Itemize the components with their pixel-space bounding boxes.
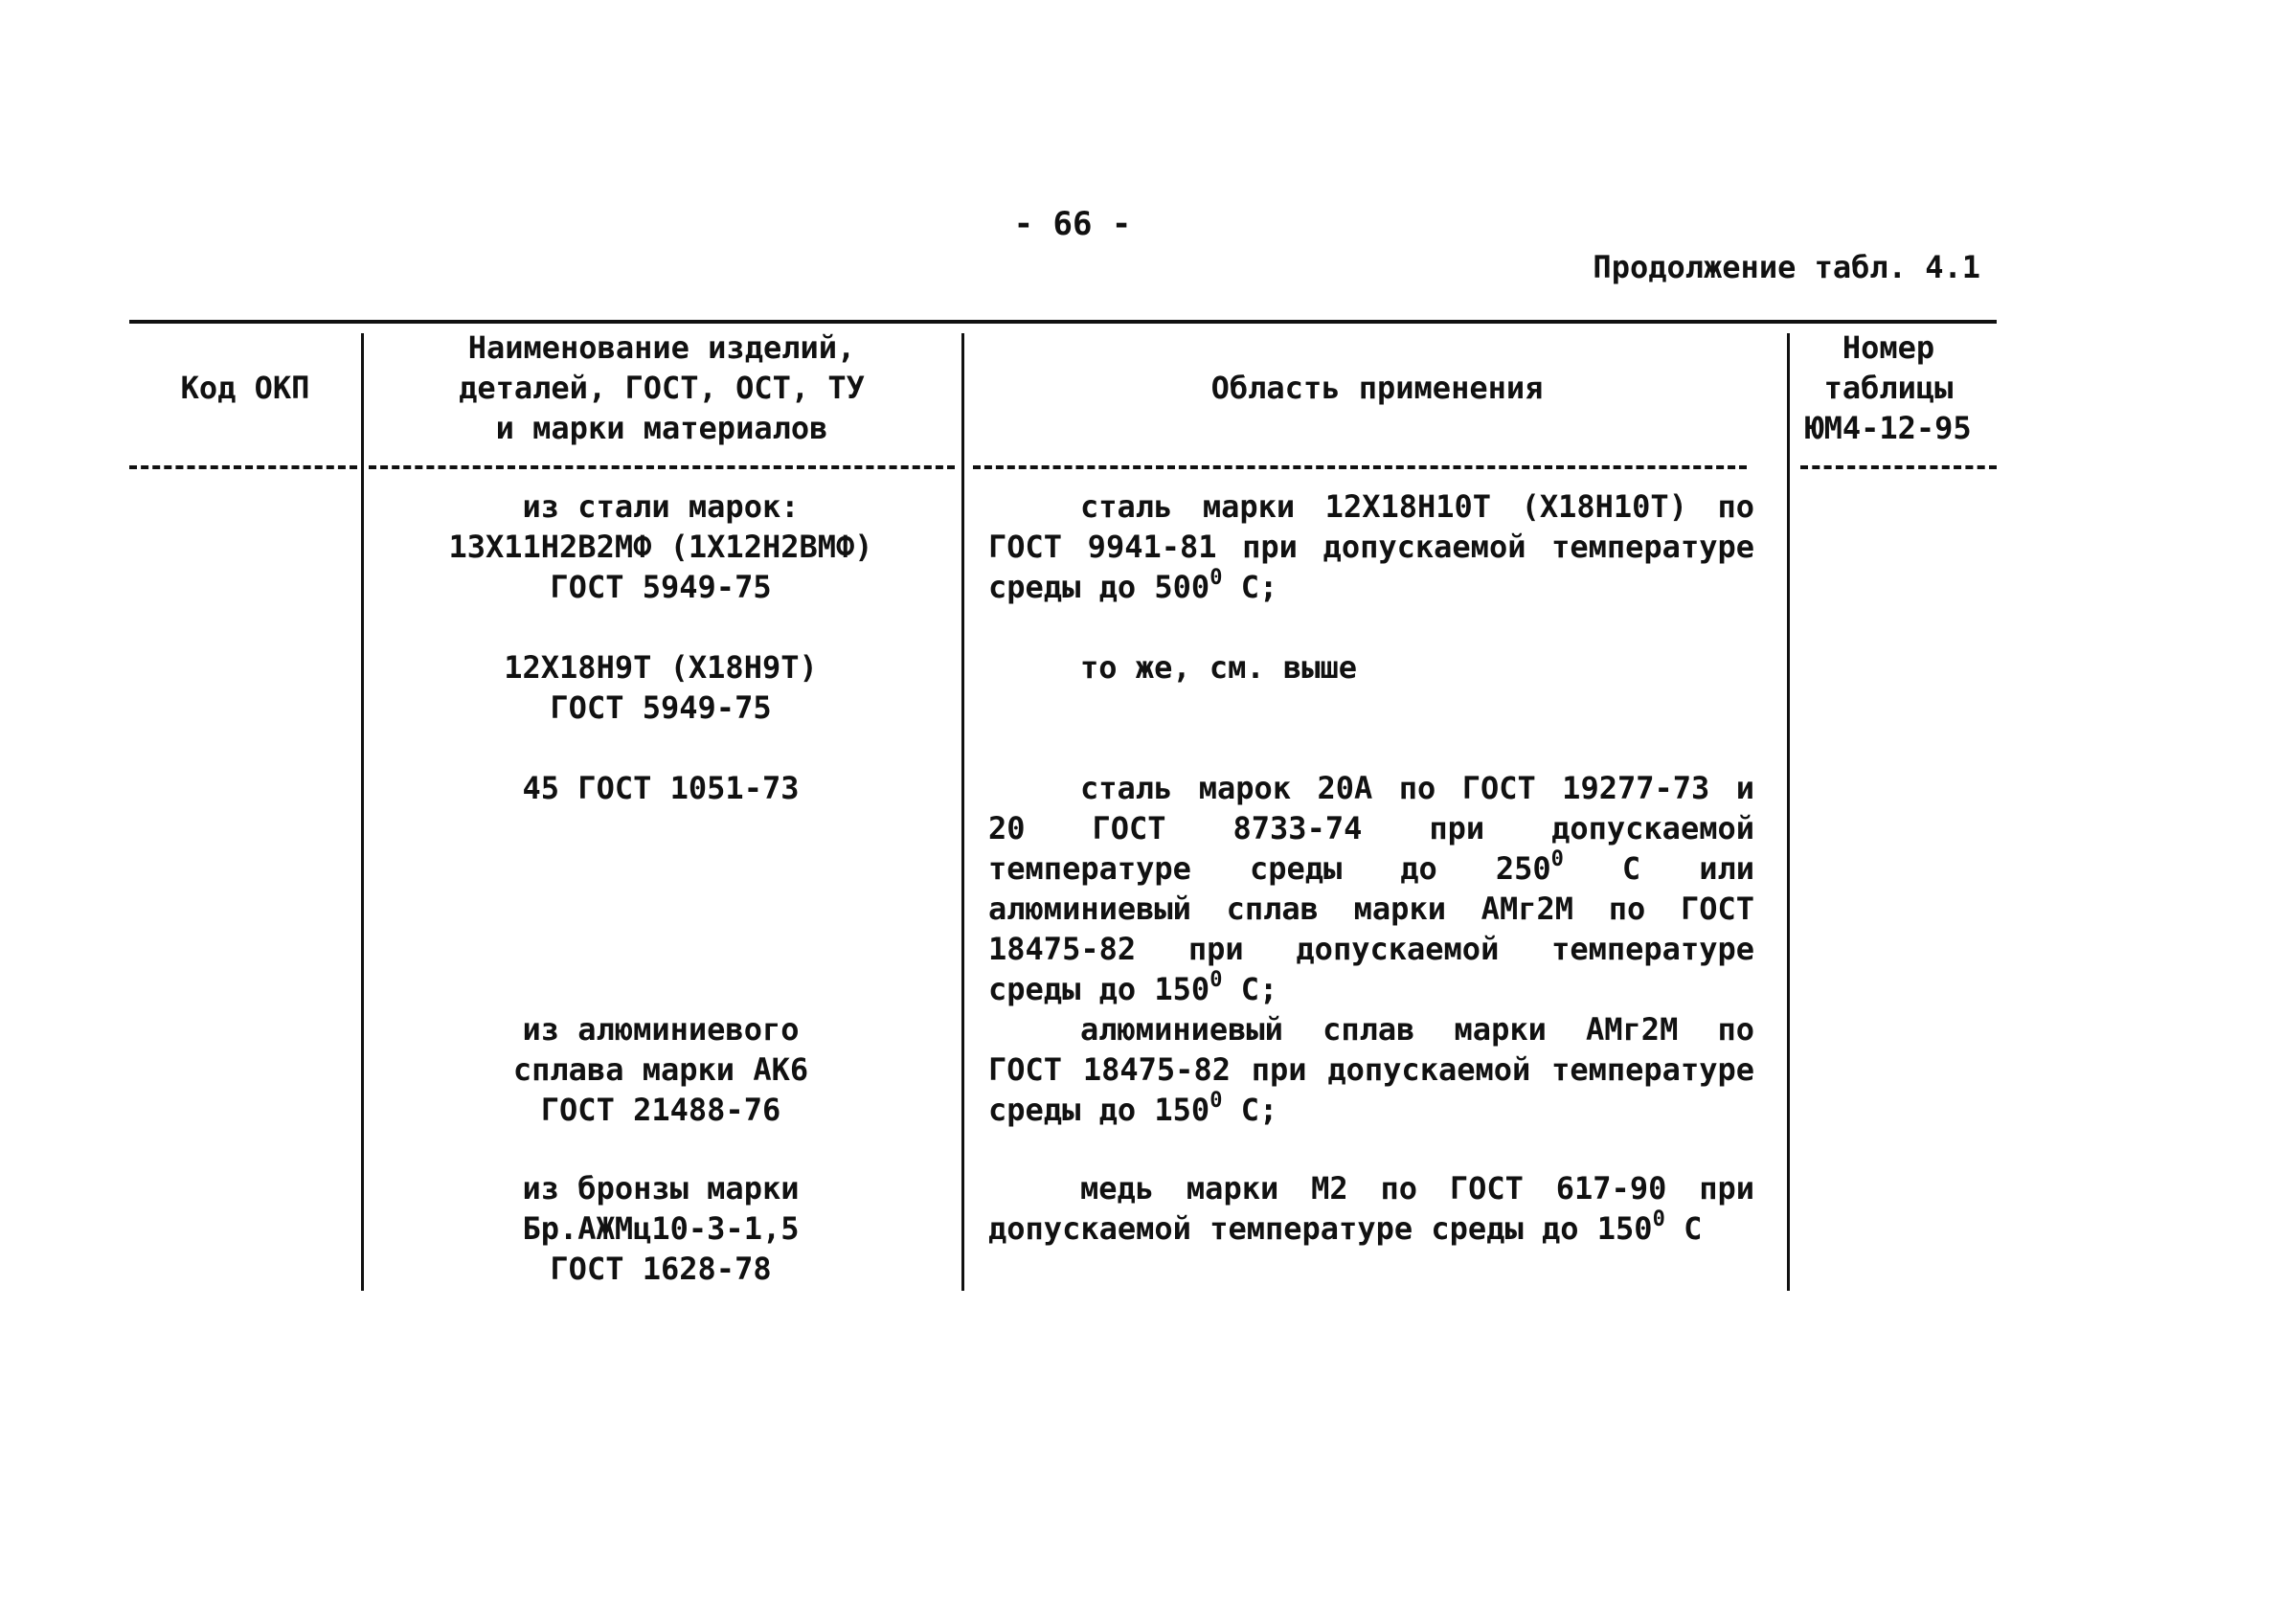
row-product-name: из стали марок: 13Х11Н2В2МФ (1Х12Н2ВМФ) ГОСТ 5949-75	[448, 488, 873, 605]
row-product-name: из бронзы марки Бр.АЖМц10-3-1,5 ГОСТ 1628-78	[522, 1170, 800, 1287]
header-separator-code	[129, 465, 357, 469]
header-scope: Область применения	[1210, 370, 1544, 406]
row-product-name: из алюминиевого сплава марки АК6 ГОСТ 21488-76	[512, 1011, 809, 1128]
row-application-scope: медь марки М2 по ГОСТ 617-90 при допускаемой температуре среды до $150^0$ С	[988, 1170, 1754, 1247]
row-application-scope: алюминиевый сплав марки АМг2М по ГОСТ 18475-82 при допускаемой температуре среды до $150^0$ С;	[988, 1011, 1754, 1128]
column-divider-1	[361, 333, 364, 1291]
header-code: Код ОКП	[180, 370, 310, 406]
table-top-rule	[129, 320, 1997, 324]
header-name: Наименование изделий, деталей, ГОСТ, ОСТ, ТУ и марки материалов	[459, 329, 865, 446]
column-divider-2	[961, 333, 964, 1291]
row-product-name: 45 ГОСТ 1051-73	[522, 770, 800, 806]
header-separator-name	[369, 465, 955, 469]
column-divider-3	[1787, 333, 1790, 1291]
row-product-name: 12Х18Н9Т (Х18Н9Т) ГОСТ 5949-75	[504, 649, 818, 726]
header-table-no: Номер таблицы ЮМ4-12-95	[1805, 329, 1972, 446]
table-continuation-caption: Продолжение табл. 4.1	[1593, 249, 1980, 285]
page-number: - 66 -	[1013, 205, 1132, 243]
row-application-scope: то же, см. выше	[1080, 649, 1357, 686]
row-application-scope: сталь марок 20А по ГОСТ 19277-73 и 20 ГОСТ 8733-74 при допускаемой температуре среды до $250^0$ С или алюминиевый сплав марки АМг2М по ГОСТ 18475-82 при допускаемой температуре среды до $150^0$ С;	[988, 770, 1755, 1007]
header-separator-scope	[973, 465, 1747, 469]
row-application-scope: сталь марки 12Х18Н10Т (Х18Н10Т) по ГОСТ 9941-81 при допускаемой температуре среды до $500^0$ С;	[988, 488, 1754, 605]
header-separator-table-no	[1800, 465, 1997, 469]
